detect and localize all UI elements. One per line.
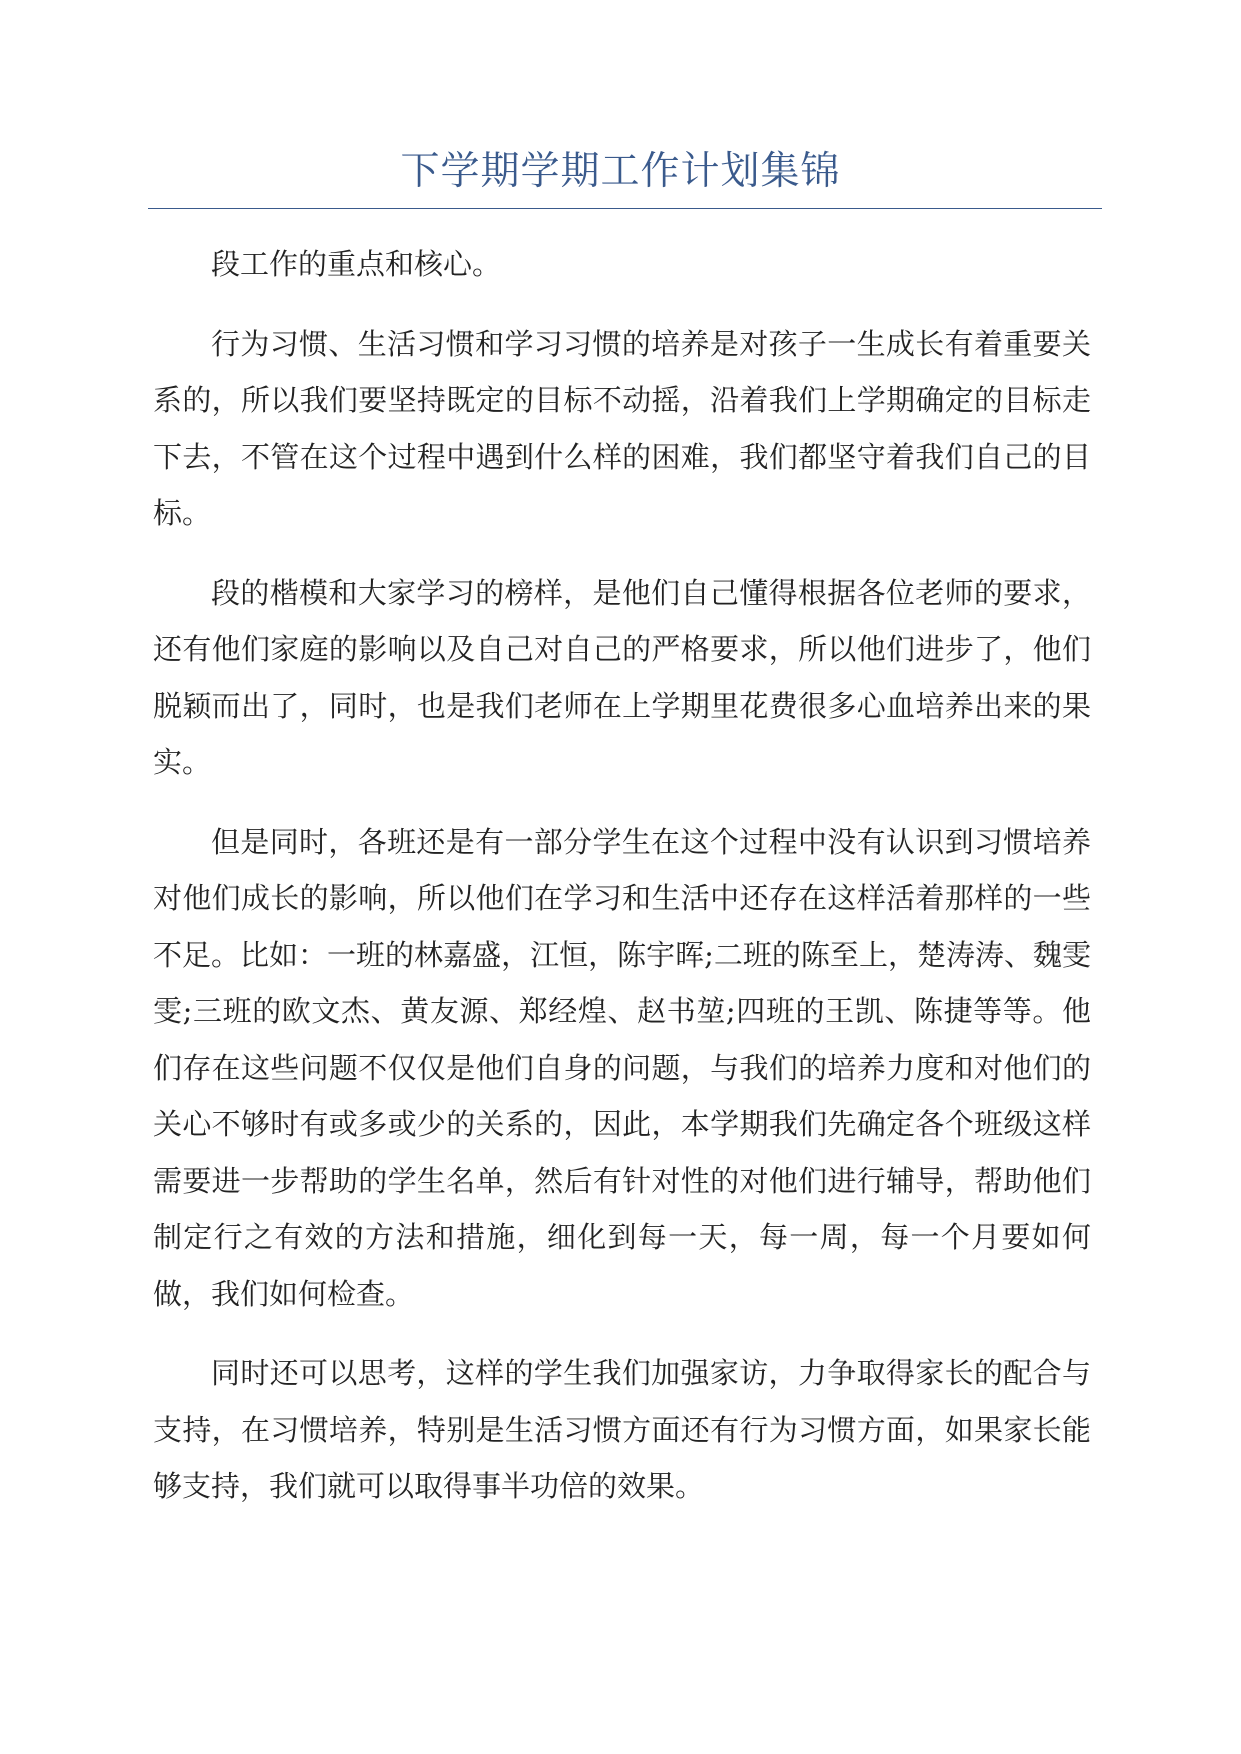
title-divider bbox=[148, 208, 1102, 209]
paragraph: 但是同时，各班还是有一部分学生在这个过程中没有认识到习惯培养对他们成长的影响，所以他们在学习和生活中还存在这样活着那样的一些不足。比如：一班的林嘉盛，江恒，陈宇晖;二班的陈至上，楚涛涛、魏雯雯;三班的欧文杰、黄友源、郑经煌、赵书堃;四班的王凯、陈捷等等。他们存在这些问题不仅仅是他们自身的问题，与我们的培养力度和对他们的关心不够时有或多或少的关系的，因此，本学期我们先确定各个班级这样需要进一步帮助的学生名单，然后有针对性的对他们进行辅导，帮助他们制定行之有效的方法和措施，细化到每一天，每一周，每一个月要如何做，我们如何检查。 bbox=[153, 824, 1091, 1311]
document-body bbox=[153, 236, 1091, 1538]
document-title: 下学期学期工作计划集锦 bbox=[400, 149, 841, 194]
paragraph: 段的楷模和大家学习的榜样，是他们自己懂得根据各位老师的要求，还有他们家庭的影响以及自己对自己的严格要求，所以他们进步了，他们脱颖而出了，同时，也是我们老师在上学期里花费很多心血培养出来的果实。 bbox=[153, 575, 1091, 779]
paragraph: 同时还可以思考，这样的学生我们加强家访，力争取得家长的配合与支持，在习惯培养，特别是生活习惯方面还有行为习惯方面，如果家长能够支持，我们就可以取得事半功倍的效果。 bbox=[153, 1356, 1091, 1503]
paragraph: 行为习惯、生活习惯和学习习惯的培养是对孩子一生成长有着重要关系的，所以我们要坚持既定的目标不动摇，沿着我们上学期确定的目标走下去，不管在这个过程中遇到什么样的困难，我们都坚守着我们自己的目标。 bbox=[153, 326, 1091, 530]
paragraph: 段工作的重点和核心。 bbox=[211, 247, 502, 281]
